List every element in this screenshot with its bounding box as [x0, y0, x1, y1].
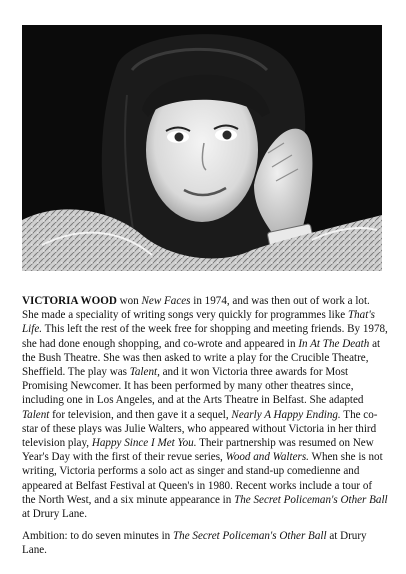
title-new-faces: New Faces — [141, 295, 191, 307]
title-secret-policemans-other-ball: The Secret Policeman's Other Ball — [234, 493, 388, 506]
bio-text: won — [116, 295, 142, 307]
bio-text: for television, and then gave it a sequel, — [49, 408, 232, 421]
biography-paragraph — [22, 294, 388, 521]
bio-text: in 1974, and was then out of work a lot. She made a speciality of writing songs very quickly for programmes like — [22, 295, 370, 322]
portrait-illustration — [22, 25, 382, 271]
title-secret-policemans-other-ball: The Secret Policeman's Other Ball — [173, 530, 327, 542]
subject-name: VICTORIA WOOD — [22, 295, 117, 307]
title-talent: Talent, — [129, 366, 160, 379]
title-nearly-a-happy-ending: Nearly A Happy Ending. — [231, 408, 341, 421]
title-wood-and-walters: Wood and Walters. — [225, 451, 309, 464]
bio-text: This left the rest of the week free for shopping and meeting friends. By 1978, she had done enough shopping, and co-wrote and appeared in — [22, 323, 388, 350]
bio-text: When she is not writing, Victoria performs a solo act as singer and stand-up comedienne and appeared at Belfast Festival at Queen's in 1980. Recent works include a tour of the North West, and a six minute appearance in — [22, 451, 383, 506]
bio-text: at Drury Lane. — [22, 508, 87, 521]
bio-text: The co-star of these plays was Julie Walters, who appeared without Victoria in her third television play, — [22, 408, 378, 450]
portrait-photo — [22, 25, 382, 271]
title-thats-life: That's Life. — [22, 309, 376, 336]
bio-text: at the Bush Theatre. She was then asked to write a play for the Crucible Theatre, Sheffield. The play was — [22, 337, 381, 379]
title-in-at-the-death: In At The Death — [298, 337, 370, 350]
bio-text: Their partnership was resumed on New Year's Day with the first of their revue series, — [22, 437, 374, 464]
ambition-paragraph — [22, 529, 388, 557]
title-talent-tv: Talent — [22, 408, 50, 421]
ambition-text: at Drury Lane. — [22, 530, 367, 557]
ambition-text: Ambition: to do seven minutes in — [22, 530, 173, 542]
bio-text: and it won Victoria three awards for Most Promising Newcomer. It has been performed by many other theatres since, including one in Los Angeles, and at the Arts Theatre in Belfast. She adapted — [22, 366, 364, 407]
title-happy-since-i-met-you: Happy Since I Met You. — [91, 437, 197, 450]
